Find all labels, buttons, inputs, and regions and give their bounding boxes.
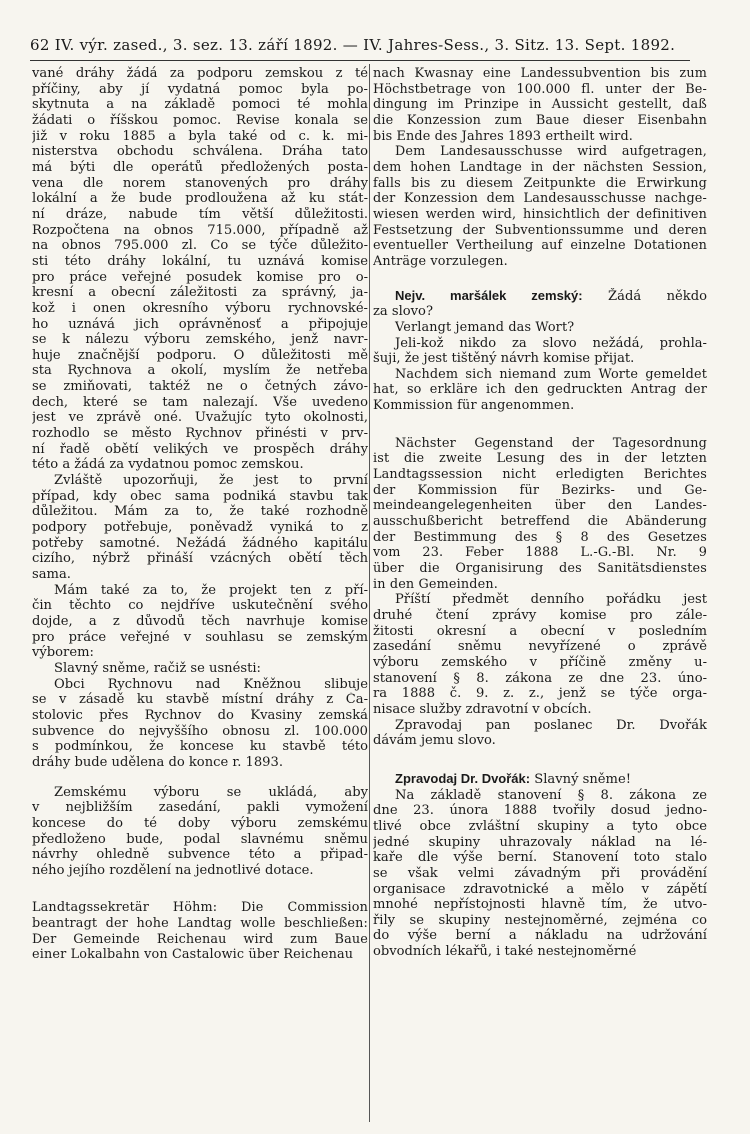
text-line: čin těchto co nejdříve uskutečnění svého [32,598,368,614]
text-line: Zemskému výboru se ukládá, aby [54,784,368,800]
text-line: vom 23. Feber 1888 L.-G.-Bl. Nr. 9 [373,545,707,561]
text-line: se k nálezu výboru zemského, jenž navr- [32,332,368,348]
text-line: wiesen werden wird, hinsichtlich der definitiven [373,206,707,222]
text-line: ist die zweite Lesung des in der letzten [373,451,707,467]
text-line: tlivé obce zvláštní skupiny a tyto obce [373,818,707,834]
paragraph-gap [373,414,707,436]
text-line: stanovení § 8. zákona ze dne 23. úno- [373,670,707,686]
paragraph-gap [32,878,368,900]
speaker-paragraph [373,288,707,320]
text-line: jedné skupiny uhrazovaly náklad na lé- [373,834,707,850]
text-line: lokální a že bude prodloužena až ku stát- [32,191,368,207]
text-line: der Konzession dem Landesausschusse nachge- [373,191,707,207]
text-line: Obci Rychnovu nad Kněžnou slibuje [54,676,368,692]
text-line: podpory potřebuje, poněvadž vyniká to z [32,520,368,536]
page-header: 62 IV. výr. zased., 3. sez. 13. září 1892. — IV. Jahres-Sess., 3. Sitz. 13. Sept. 1892. [30,36,676,54]
text-line: jest ve zprávě oné. Uvažujíc tyto okolnosti, [32,410,368,426]
speaker-name: Nejv. maršálek zemský: [395,287,583,303]
paragraph [32,900,368,963]
text-line: meindeangelegenheiten über den Landes- [373,498,707,514]
text-line: Verlangt jemand das Wort? [395,319,575,335]
text-line: der Bestimmung des § 8 des Gesetzes [373,529,707,545]
text-line: dne 23. února 1888 tvořily dosud jedno- [373,803,707,819]
text-line: pro práce veřejné v souhlasu se zemským [32,629,368,645]
paragraph [373,66,707,144]
text-line: kož i onen okresního výboru rychnovské- [32,300,368,316]
paragraph [32,785,368,879]
text-line: huje značnější podporu. O důležitosti mě [32,347,368,363]
text-line: kaře dle výše berní. Stanovení toto stalo [373,850,707,866]
right-column [373,66,707,960]
text-line: ní dráze, nabude tím větší důležitosti. [32,206,368,222]
text-line: mnohé nepřístojnosti hlavně tím, že utvo- [373,897,707,913]
text-line: v nejbližším zasedání, pakli vymožení [32,800,368,816]
text-line: dech, které se tam nalezají. Vše uvedeno [32,394,368,410]
text-line: sta Rychnova a okolí, myslím že netřeba [32,363,368,379]
text-line: výborem: [32,645,94,661]
paragraph [373,592,707,717]
text-line: Mám také za to, že projekt ten z pří- [54,582,368,598]
text-line: důležitou. Mám za to, že také rozhodně [32,504,368,520]
text-line: předloženo bude, podal slavnému sněmu [32,831,368,847]
text-line: dráhy bude udělena do konce r. 1893. [32,754,283,770]
paragraph [373,367,707,414]
text-line: beantragt der hohe Landtag wolle beschließen: [32,916,368,932]
text-line: na obnos 795.000 zl. Co se týče důležito- [32,238,368,254]
text-line: dojde, a z důvodů těch navrhuje komise [32,613,368,629]
speaker-text: Žádá někdo [582,288,707,304]
text-line: Festsetzung der Subventionssumme und deren [373,222,707,238]
text-line: Landtagssession nicht erledigten Berichtes [373,467,707,483]
speaker-paragraph [373,771,707,788]
text-line: Slavný sněme, račiž se usnésti: [54,660,261,676]
text-line: se v zásadě ku stavbě místní dráhy z Ča- [32,692,368,708]
text-line: eventueller Vertheilung auf einzelne Dotationen [373,238,707,254]
paragraph [373,788,707,960]
text-line: sti této dráhy lokální, tu uznává komise [32,253,368,269]
text-line: do výše berní a nákladu na udržování [373,928,707,944]
text-line: in den Gemeinden. [373,576,498,592]
text-line: ho uznává jich oprávněnosť a připojuje [32,316,368,332]
paragraph [373,144,707,269]
text-line: skytnuta a na základě pomoci té mohla [32,97,368,113]
paragraph [32,583,368,661]
paragraph-gap [373,270,707,288]
text-line: dingung im Prinzipe in Aussicht gestellt, daß [373,97,707,113]
text-line: potřeby samotné. Nežádá žádného kapitálu [32,535,368,551]
text-line: ného jejího rozdělení na jednotlivé dotace. [32,862,314,878]
paragraph [32,677,368,771]
paragraph [373,718,707,749]
text-line: ausschußbericht betreffend die Abänderung [373,514,707,530]
text-line: stolovic přes Rychnov do Kvasiny zemská [32,707,368,723]
header-rule [30,60,690,61]
text-line: řily se skupiny nestejnoměrné, zejména co [373,912,707,928]
text-line [373,288,707,305]
text-line: Landtagssekretär Höhm: Die Commission [32,900,368,916]
text-line: návrhy ohledně subvence této a připad- [32,847,368,863]
text-line: kresní a obecní záležitosti za správný, ja- [32,285,368,301]
text-line: organisace zdravotnické a mělo v zápětí [373,881,707,897]
text-line: případ, kdy obec sama podniká stavbu tak [32,488,368,504]
paragraph [32,661,368,677]
text-line: příčiny, aby jí vydatná pomoc byla po- [32,81,368,97]
text-line: Kommission für angenommen. [373,398,575,414]
text-line: obvodních lékařů, i také nestejnoměrné [373,944,637,960]
paragraph-gap [373,749,707,771]
text-line: dávám jemu slovo. [373,733,496,749]
text-line: již v roku 1885 a byla také od c. k. mi- [32,128,368,144]
text-line: ní řadě obětí velikých ve prospěch dráhy [32,441,368,457]
text-line: rozhodlo se město Rychnov přinésti v prv- [32,426,368,442]
text-line: nach Kwasnay eine Landessubvention bis zum [373,66,707,81]
text-line: Zpravodaj pan poslanec Dr. Dvořák [395,717,707,733]
text-line: Höchstbetrage von 100.000 fl. unter der Be- [373,81,707,97]
text-line: Příští předmět denního pořádku jest [395,592,707,608]
paragraph [32,473,368,583]
text-line: einer Lokalbahn von Castalowic über Reichenau [32,947,354,963]
text-line: žitosti okresní a obecní v posledním [373,623,707,639]
text-line: šuji, že jest tištěný návrh komise přijat. [373,351,635,367]
text-line: nisace služby zdravotní v obcích. [373,701,592,717]
text-line: Na základě stanovení § 8. zákona ze [395,787,707,803]
text-line: falls bis zu diesem Zeitpunkte die Erwirkung [373,175,707,191]
text-line: pro práce veřejné posudek komise pro o- [32,269,368,285]
speaker-text: Slavný sněme! [530,771,631,787]
text-line: výboru zemského v příčině změny u- [373,654,707,670]
paragraph [373,436,707,593]
text-line: dem hohen Landtage in der nächsten Session, [373,159,707,175]
text-line: Nachdem sich niemand zum Worte gemeldet [395,366,707,382]
text-line: žádati o říšskou pomoc. Revise konala se [32,112,368,128]
paragraph [32,66,368,473]
text-line: se však velmi závadným při provádění [373,865,707,881]
paragraph-gap [32,771,368,785]
left-column [32,66,368,963]
text-line: vané dráhy žádá za podporu zemskou z té [32,66,368,81]
text-line: hat, so erkläre ich den gedruckten Antrag der [373,382,707,398]
paragraph [373,336,707,367]
text-line: s podmínkou, že koncese ku stavbě této [32,739,368,755]
text-line: se zmiňovati, taktéž ne o četných závo- [32,379,368,395]
text-line: má býti dle operátů předložených posta- [32,159,368,175]
speaker-name: Zpravodaj Dr. Dvořák: [395,770,531,786]
text-line: nisterstva obchodu schválena. Dráha tato [32,144,368,160]
text-line: ra 1888 č. 9. z. z., jenž se týče orga- [373,686,707,702]
text-line: vena dle norem stanovených pro dráhy [32,175,368,191]
text-line: této a žádá za vydatnou pomoc zemskou. [32,457,304,473]
text-line: subvence do nejvyššího obnosu zl. 100.000 [32,723,368,739]
text-line: Jeli-kož nikdo za slovo nežádá, prohla- [395,335,707,351]
text-line: Anträge vorzulegen. [373,253,508,269]
text-line: za slovo? [373,304,433,320]
text-line: Rozpočtena na obnos 715.000, případně až [32,222,368,238]
text-line: Der Gemeinde Reichenau wird zum Baue [32,931,368,947]
text-line: die Konzession zum Baue dieser Eisenbahn [373,112,707,128]
text-line: Zvláště upozorňuji, že jest to první [54,473,368,489]
text-line: über die Organisirung des Sanitätsdienstes [373,561,707,577]
text-line: cizího, nýbrž přináší vzácných obětí těch [32,551,368,567]
text-line: bis Ende des Jahres 1893 ertheilt wird. [373,128,634,144]
text-line: der Kommission für Bezirks- und Ge- [373,482,707,498]
paragraph [373,320,707,336]
text-line: druhé čtení zprávy komise pro zále- [373,608,707,623]
text-line: koncese do té doby výboru zemskému [32,815,368,831]
text-line [373,771,707,788]
text-line: Nächster Gegenstand der Tagesordnung [395,435,707,451]
text-line: zasedání sněmu nevyřízené o zprávě [373,639,707,655]
text-line: Dem Landesausschusse wird aufgetragen, [395,144,707,160]
column-divider [369,64,370,1122]
text-line: sama. [32,567,71,582]
